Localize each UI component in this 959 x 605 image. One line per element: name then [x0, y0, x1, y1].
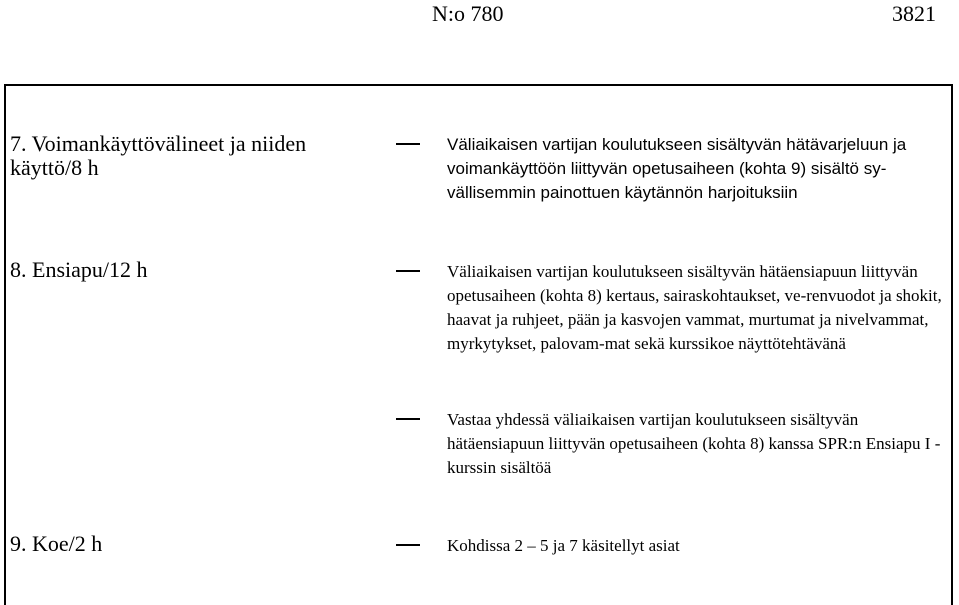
- document-number: N:o 780: [432, 1, 504, 26]
- item-text: Vastaa yhdessä väliaikaisen vartijan koulutukseen sisältyvän hätäensiapuun liittyvän opetusaiheen (kohta 8) kanssa SPR:n Ensiapu I -kurssin sisältöä: [447, 410, 941, 477]
- dash-bullet: [396, 143, 420, 145]
- dash-bullet: [396, 270, 420, 272]
- section-title-7: 7. Voimankäyttövälineet ja niiden käyttö/8 h: [10, 131, 307, 180]
- page-number: 3821: [892, 1, 936, 26]
- dash-bullet: [396, 544, 420, 546]
- item-text: Kohdissa 2 – 5 ja 7 käsitellyt asiat: [447, 536, 680, 555]
- dash-bullet: [396, 418, 420, 420]
- section-title-8: 8. Ensiapu/12 h: [10, 257, 148, 282]
- item-text: Väliaikaisen vartijan koulutukseen sisältyvän hätäensiapuun liittyvän opetusaiheen (kohta 8) kertaus, sairaskohtaukset, ve-renvuodot ja shokit, haavat ja ruhjeet, pään ja kasvojen vammat, murtumat ja nivelvammat, myrkytykset, palovam-mat sekä kurssikoe näyttötehtävänä: [447, 262, 942, 353]
- section-title-9: 9. Koe/2 h: [10, 531, 103, 556]
- item-text: Väliaikaisen vartijan koulutukseen sisältyvän hätävarjeluun ja voimankäyttöön liittyvän opetusaiheen (kohta 9) sisältö sy-vällisemmin painottuen käytännön harjoituksiin: [447, 135, 907, 202]
